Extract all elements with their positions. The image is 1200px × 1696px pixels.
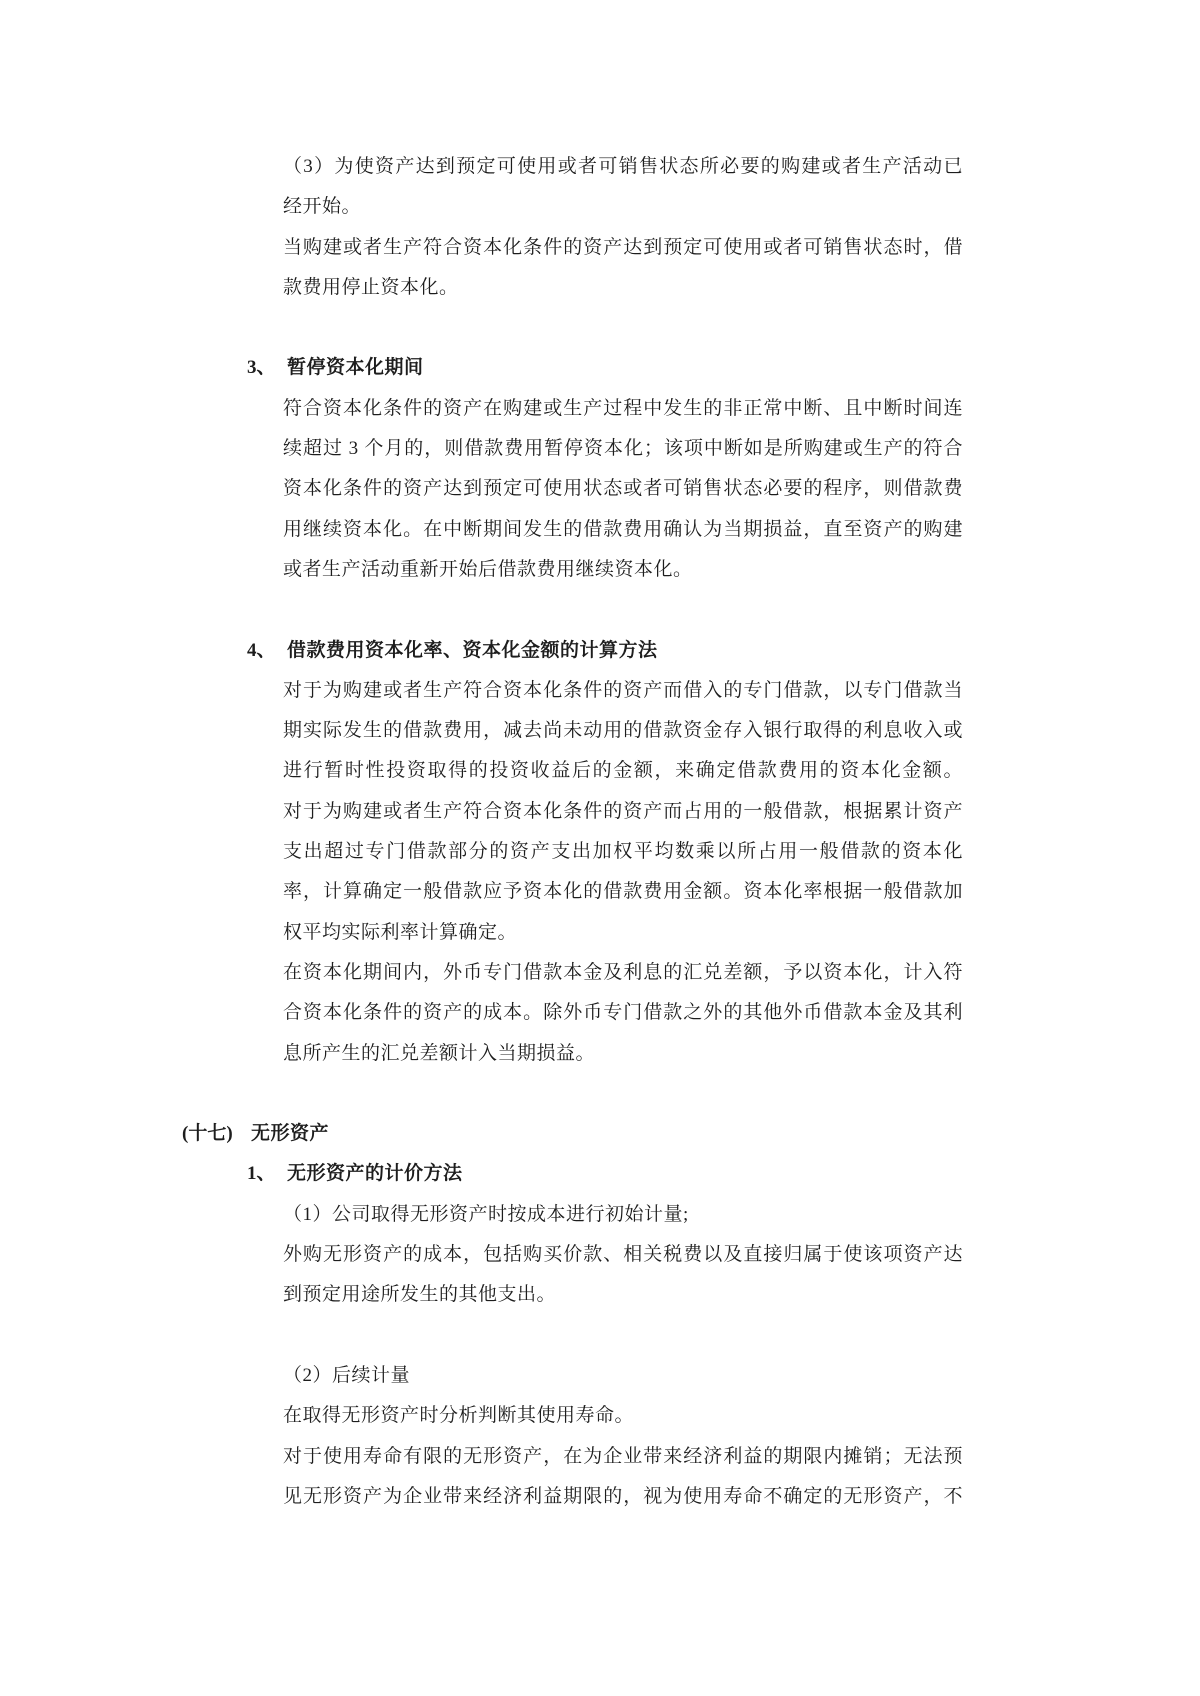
blank-line: [182, 1316, 972, 1356]
text-line: 或者生产活动重新开始后借款费用继续资本化。: [283, 558, 693, 580]
text-line: 在取得无形资产时分析判断其使用寿命。: [283, 1405, 635, 1427]
text-line: 用继续资本化。在中断期间发生的借款费用确认为当期损益，直至资产的购建: [283, 518, 963, 540]
text-line: 符合资本化条件的资产在购建或生产过程中发生的非正常中断、且中断时间连: [283, 397, 963, 419]
heading-number: 4、: [247, 639, 276, 661]
text-line: 期实际发生的借款费用，减去尚未动用的借款资金存入银行取得的利息收入或: [283, 720, 963, 742]
text-line: 款费用停止资本化。: [283, 276, 459, 298]
blank-line: [182, 308, 972, 348]
text-line: （3）为使资产达到预定可使用或者可销售状态所必要的购建或者生产活动已: [283, 156, 963, 177]
text-line: 进行暂时性投资取得的投资收益后的金额，来确定借款费用的资本化金额。: [283, 760, 963, 782]
numbered-heading: [247, 631, 972, 671]
blank-line: [182, 1074, 972, 1114]
heading-title: 借款费用资本化率、资本化金额的计算方法: [287, 639, 658, 661]
numbered-heading: [247, 348, 972, 388]
heading-number: (十七): [182, 1123, 233, 1145]
text-line: 在资本化期间内，外币专门借款本金及利息的汇兑差额，予以资本化，计入符: [283, 961, 963, 983]
numbered-heading: [247, 1154, 972, 1194]
heading-number: 1、: [247, 1163, 276, 1185]
text-line: 当购建或者生产符合资本化条件的资产达到预定可使用或者可销售状态时，借: [283, 236, 963, 258]
text-line: 资本化条件的资产达到预定可使用状态或者可销售状态必要的程序，则借款费: [283, 478, 963, 500]
text-line: 率，计算确定一般借款应予资本化的借款费用金额。资本化率根据一般借款加: [283, 881, 963, 903]
text-line: 对于使用寿命有限的无形资产，在为企业带来经济利益的期限内摊销；无法预: [283, 1445, 963, 1467]
document-page-content: [182, 147, 972, 1517]
heading-title: 无形资产: [251, 1123, 330, 1145]
text-line: （1）公司取得无形资产时按成本进行初始计量;: [283, 1203, 689, 1225]
text-line: 权平均实际利率计算确定。: [283, 921, 518, 943]
text-line: （2）后续计量: [283, 1364, 411, 1386]
text-line: 经开始。: [283, 196, 362, 218]
heading-title: 暂停资本化期间: [287, 357, 424, 379]
text-line: 支出超过专门借款部分的资产支出加权平均数乘以所占用一般借款的资本化: [283, 841, 963, 863]
section-heading: [182, 1114, 972, 1154]
text-line: 续超过 3 个月的，则借款费用暂停资本化；该项中断如是所购建或生产的符合: [283, 438, 963, 460]
blank-line: [182, 590, 972, 630]
text-line: 息所产生的汇兑差额计入当期损益。: [283, 1042, 596, 1064]
heading-title: 无形资产的计价方法: [287, 1163, 463, 1185]
text-line: 对于为购建或者生产符合资本化条件的资产而占用的一般借款，根据累计资产: [283, 800, 963, 822]
text-line: 合资本化条件的资产的成本。除外币专门借款之外的其他外币借款本金及其利: [283, 1002, 963, 1024]
heading-number: 3、: [247, 357, 276, 379]
text-line: 外购无形资产的成本，包括购买价款、相关税费以及直接归属于使该项资产达: [283, 1244, 963, 1266]
text-line: 到预定用途所发生的其他支出。: [283, 1284, 557, 1306]
text-line: 对于为购建或者生产符合资本化条件的资产而借入的专门借款，以专门借款当: [283, 679, 963, 701]
text-line: 见无形资产为企业带来经济利益期限的，视为使用寿命不确定的无形资产，不: [283, 1485, 963, 1507]
